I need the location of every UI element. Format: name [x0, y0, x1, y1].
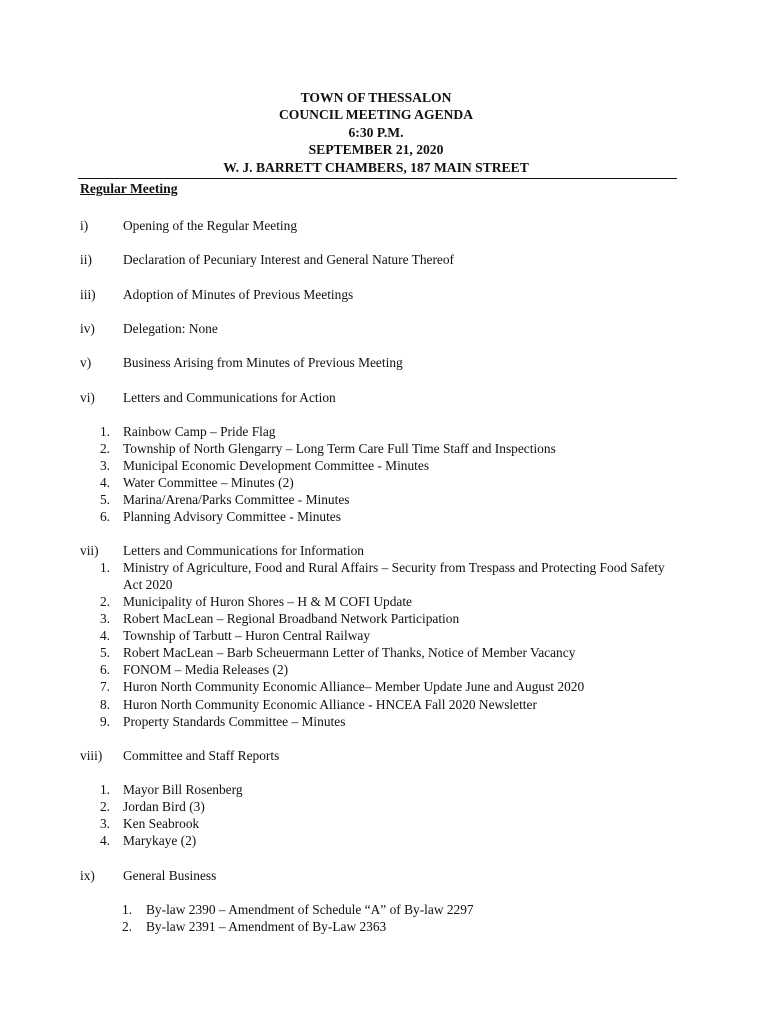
sub-item-text: Robert MacLean – Barb Scheuermann Letter of Thanks, Notice of Member Vacancy — [123, 645, 576, 660]
meeting-time: 6:30 P.M. — [348, 124, 404, 140]
sub-item-number: 2. — [99, 441, 110, 456]
agenda-item-number: viii) — [80, 748, 103, 763]
sub-item-text: Planning Advisory Committee - Minutes — [123, 509, 341, 524]
sub-item-number: 2. — [99, 799, 110, 814]
sub-item-number: 3. — [99, 458, 110, 473]
sub-item-text: Ken Seabrook — [123, 816, 200, 831]
sub-item-number: 8. — [99, 697, 110, 712]
sub-item-text: Jordan Bird (3) — [123, 799, 205, 814]
meeting-location: W. J. BARRETT CHAMBERS, 187 MAIN STREET — [223, 159, 529, 175]
sub-item-text: Ministry of Agriculture, Food and Rural Affairs – Security from Trespass and Protecting Food Safety Act 2020 — [123, 560, 665, 592]
agenda-item-number: iii) — [80, 287, 96, 302]
sub-item-number: 3. — [99, 816, 110, 831]
sub-item-text: Rainbow Camp – Pride Flag — [123, 424, 276, 439]
agenda-item-text: Opening of the Regular Meeting — [123, 218, 298, 233]
sub-item-text: FONOM – Media Releases (2) — [123, 662, 289, 677]
agenda-item-text: Letters and Communications for Action — [123, 390, 336, 405]
sub-item-number: 4. — [99, 475, 110, 490]
agenda-item-text: Letters and Communications for Information — [123, 543, 364, 558]
sub-item-text: Township of North Glengarry – Long Term Care Full Time Staff and Inspections — [123, 441, 556, 456]
sub-item-text: Municipality of Huron Shores – H & M COFI Update — [123, 594, 412, 609]
agenda-item-number: i) — [80, 218, 89, 233]
agenda-item-number: ix) — [80, 868, 95, 883]
sub-item-text: Property Standards Committee – Minutes — [123, 714, 346, 729]
sub-item-number: 5. — [99, 492, 110, 507]
agenda-item-text: Committee and Staff Reports — [123, 748, 280, 763]
agenda-item-number: vii) — [80, 543, 99, 558]
agenda-item-number: vi) — [80, 390, 95, 405]
agenda-header — [0, 89, 752, 176]
sub-item-text: Marykaye (2) — [123, 833, 197, 848]
agenda-item-text: General Business — [123, 868, 217, 883]
sub-item-number: 2. — [121, 919, 132, 934]
sub-item-number: 9. — [99, 714, 110, 729]
sub-item-number: 4. — [99, 833, 110, 848]
sub-item-number: 1. — [99, 782, 110, 797]
header-divider — [78, 178, 677, 179]
sub-item-text: Robert MacLean – Regional Broadband Network Participation — [123, 611, 460, 626]
agenda-item-text: Adoption of Minutes of Previous Meetings — [123, 287, 354, 302]
sub-item-number: 6. — [99, 662, 110, 677]
sub-item-text: Huron North Community Economic Alliance– Member Update June and August 2020 — [123, 679, 585, 694]
section-title-regular-meeting: Regular Meeting — [80, 181, 178, 196]
agenda-item-text: Delegation: None — [123, 321, 218, 336]
sub-item-text: Township of Tarbutt – Huron Central Railway — [123, 628, 371, 643]
agenda-item-number: ii) — [80, 252, 92, 267]
agenda-item-text: Business Arising from Minutes of Previous Meeting — [123, 355, 403, 370]
sub-item-number: 3. — [99, 611, 110, 626]
sub-item-number: 4. — [99, 628, 110, 643]
agenda-item-number: v) — [80, 355, 92, 370]
sub-item-number: 1. — [99, 560, 110, 575]
sub-item-text: Municipal Economic Development Committee - Minutes — [123, 458, 430, 473]
agenda-item-text: Declaration of Pecuniary Interest and General Nature Thereof — [123, 252, 455, 267]
sub-item-number: 5. — [99, 645, 110, 660]
sub-item-text: Marina/Arena/Parks Committee - Minutes — [123, 492, 350, 507]
sub-item-number: 7. — [99, 679, 110, 694]
sub-item-number: 6. — [99, 509, 110, 524]
town-name: TOWN OF THESSALON — [300, 90, 452, 105]
sub-item-number: 2. — [99, 594, 110, 609]
sub-item-number: 1. — [99, 424, 110, 439]
sub-item-text: By-law 2391 – Amendment of By-Law 2363 — [146, 919, 387, 934]
meeting-date: SEPTEMBER 21, 2020 — [308, 142, 444, 158]
agenda-item-number: iv) — [80, 321, 95, 336]
sub-item-text: Huron North Community Economic Alliance - HNCEA Fall 2020 Newsletter — [123, 697, 537, 712]
sub-item-text: By-law 2390 – Amendment of Schedule “A” of By-law 2297 — [146, 902, 474, 917]
sub-item-number: 1. — [121, 902, 132, 917]
sub-item-text: Mayor Bill Rosenberg — [123, 782, 243, 797]
sub-item-text: Water Committee – Minutes (2) — [123, 475, 294, 490]
agenda-title: COUNCIL MEETING AGENDA — [278, 107, 474, 123]
